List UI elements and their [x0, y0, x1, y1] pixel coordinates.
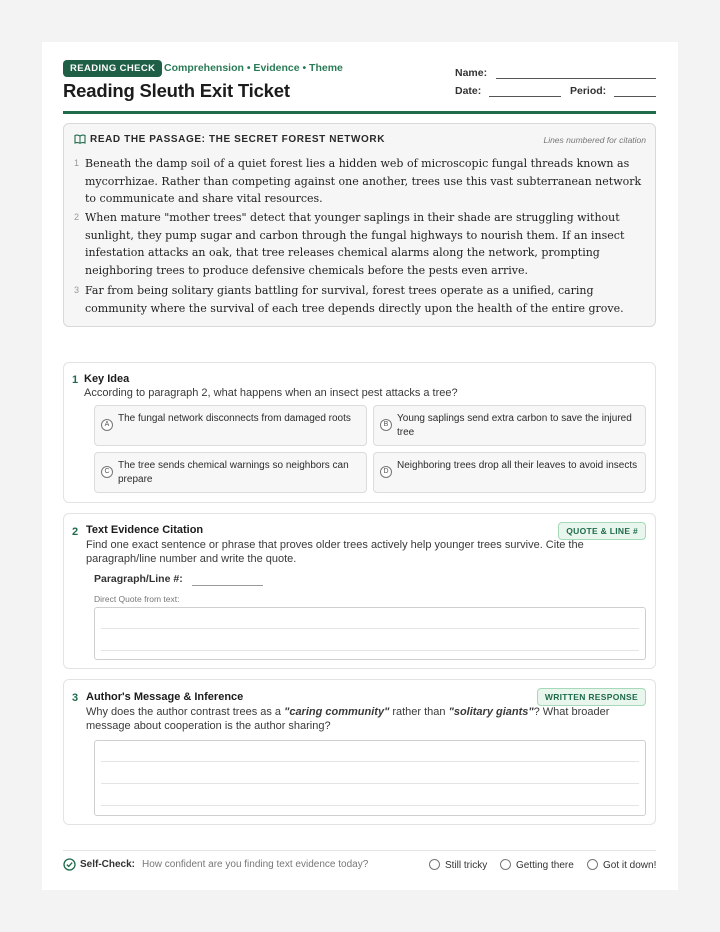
radio-circle [429, 859, 440, 870]
paragraph-text: Beneath the damp soil of a quiet forest lies a hidden web of microscopic fungal threads known as mycorrhizae. Rather than competing against one another, trees use this vast subterranean network to communicate and share vital resources. [85, 157, 642, 205]
option-text: The tree sends chemical warnings so neighbors can prepare [118, 460, 349, 485]
radio-label: Still tricky [445, 860, 488, 871]
option-letter: C [101, 466, 113, 478]
question-title: Key Idea [84, 373, 130, 385]
quote-answer-box[interactable] [94, 607, 646, 660]
date-label: Date: [455, 85, 482, 97]
passage-heading-text: READ THE PASSAGE: THE SECRET FOREST NETWORK [90, 134, 386, 145]
period-field[interactable] [614, 96, 656, 97]
radio-getting-there[interactable] [500, 859, 574, 871]
period-label: Period: [570, 85, 607, 97]
question-card-2 [63, 513, 656, 669]
option-a[interactable] [94, 405, 367, 446]
radio-label: Got it down! [603, 860, 657, 871]
worksheet [42, 42, 678, 890]
option-letter: B [380, 419, 392, 431]
radio-got-it-down[interactable] [587, 859, 656, 871]
paragraph-text: Far from being solitary giants battling for survival, forest trees operate as a unified, caring community where the survival of each tree depends directly upon the health of the entire grove. [85, 284, 624, 315]
option-letter: A [101, 419, 113, 431]
footer-divider [63, 850, 656, 851]
book-icon [74, 134, 86, 144]
option-text: Young saplings send extra carbon to save the injured tree [397, 413, 632, 438]
paragraph-number: 3 [74, 285, 80, 295]
paragraph-line-label: Paragraph/Line #: [94, 573, 183, 585]
option-d[interactable] [373, 452, 646, 493]
question-number: 2 [72, 526, 79, 538]
paragraph-line-field[interactable] [192, 585, 263, 586]
paragraph-text: When mature "mother trees" detect that younger saplings in their shade are struggling without sunlight, they pump sugar and carbon through the fungal highways to nourish them. If an insect infestation attacks an oak, that tree releases chemical alarms along the network, prompting neighboring trees to produce defensive chemicals before the pests even arrive. [85, 211, 625, 277]
question-title: Text Evidence Citation [86, 524, 204, 536]
date-field[interactable] [489, 96, 561, 97]
paragraph-2 [74, 209, 646, 279]
page-title: Reading Sleuth Exit Ticket [63, 80, 290, 101]
written-answer-box[interactable] [94, 740, 646, 816]
option-letter: D [380, 466, 392, 478]
radio-circle [587, 859, 598, 870]
option-text: Neighboring trees drop all their leaves to avoid insects [397, 460, 638, 471]
paragraph-number: 1 [74, 158, 80, 168]
tagline: Comprehension • Evidence • Theme [164, 62, 343, 74]
name-field[interactable] [496, 78, 656, 79]
quote-line-pill: QUOTE & LINE # [558, 522, 646, 540]
question-prompt: Find one exact sentence or phrase that proves older trees actively help younger trees survive. Cite the paragraph/line number and write the quote. [86, 539, 584, 565]
question-prompt: Why does the author contrast trees as a "caring community" rather than "solitary giants"? What broader message about cooperation is the author sharing? [86, 706, 610, 732]
reading-check-badge: READING CHECK [63, 60, 162, 77]
question-card-1 [63, 362, 656, 503]
self-check-question: How confident are you finding text evidence today? [142, 859, 369, 870]
written-response-pill: WRITTEN RESPONSE [537, 688, 646, 706]
question-title: Author's Message & Inference [86, 691, 244, 703]
header [63, 60, 656, 114]
direct-quote-label: Direct Quote from text: [94, 594, 180, 604]
passage-heading [74, 134, 385, 145]
question-prompt: According to paragraph 2, what happens when an insect pest attacks a tree? [84, 387, 458, 399]
citation-note: Lines numbered for citation [543, 135, 646, 145]
question-number: 3 [72, 692, 79, 704]
radio-circle [500, 859, 511, 870]
option-b[interactable] [373, 405, 646, 446]
quote-caring-community: "caring community" [284, 706, 390, 718]
paragraph-1 [74, 155, 646, 208]
option-text: The fungal network disconnects from damaged roots [118, 413, 351, 424]
name-label: Name: [455, 67, 488, 79]
quote-solitary-giants: "solitary giants" [448, 706, 534, 718]
radio-label: Getting there [516, 860, 574, 871]
paragraph-number: 2 [74, 212, 80, 222]
paragraph-3 [74, 282, 646, 317]
option-c[interactable] [94, 452, 367, 493]
check-circle-icon [63, 858, 76, 871]
passage-box [63, 123, 656, 327]
radio-still-tricky[interactable] [429, 859, 487, 871]
question-number: 1 [72, 374, 79, 386]
self-check-label: Self-Check: [80, 859, 136, 870]
question-card-3 [63, 679, 656, 825]
